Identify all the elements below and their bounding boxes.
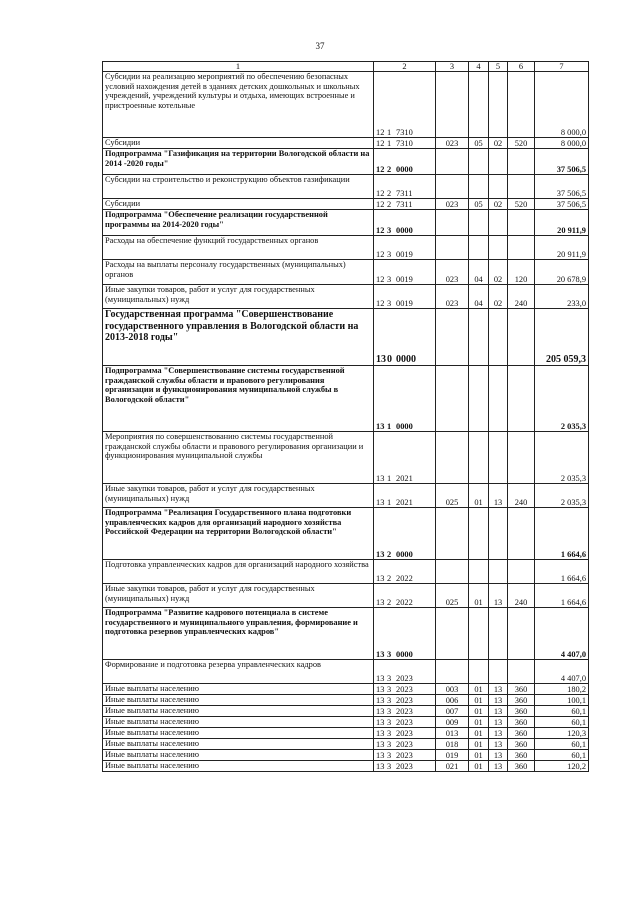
- row-vr: 013: [436, 728, 469, 739]
- code-direction: 2022: [396, 574, 413, 583]
- code-direction: 0019: [396, 275, 413, 284]
- code-program: 13: [376, 685, 385, 694]
- code-program: 13: [376, 474, 385, 483]
- row-vr: [436, 608, 469, 660]
- row-name: Подпрограмма "Газификация на территории Вологодской области на 2014 -2020 годы": [103, 149, 374, 175]
- row-target-code: [374, 608, 436, 660]
- row-rz: [469, 175, 489, 199]
- code-subprogram: 3: [387, 751, 392, 760]
- row-rz: 01: [469, 706, 489, 717]
- row-rz: 01: [469, 717, 489, 728]
- row-vr: [436, 149, 469, 175]
- code-direction: 0000: [396, 550, 413, 559]
- row-name: Иные выплаты населению: [103, 684, 374, 695]
- row-target-code: [374, 285, 436, 309]
- row-pr: [489, 660, 508, 684]
- code-direction: 0019: [396, 299, 413, 308]
- row-name: Иные выплаты населению: [103, 695, 374, 706]
- row-rz: [469, 608, 489, 660]
- row-vr: 023: [436, 138, 469, 149]
- row-vr: [436, 660, 469, 684]
- row-vr: [436, 560, 469, 584]
- code-program: 12: [376, 165, 385, 174]
- row-kvr: [508, 432, 535, 484]
- code-direction: 0000: [396, 422, 413, 431]
- table-row: [103, 728, 589, 739]
- table-row: [103, 309, 589, 366]
- row-target-code: [374, 560, 436, 584]
- table-row: [103, 149, 589, 175]
- code-subprogram: 1: [387, 139, 392, 148]
- code-subprogram: 1: [387, 498, 392, 507]
- row-pr: 13: [489, 484, 508, 508]
- row-amount: 60,1: [535, 739, 589, 750]
- row-vr: 025: [436, 484, 469, 508]
- row-vr: 023: [436, 260, 469, 285]
- row-vr: 007: [436, 706, 469, 717]
- row-target-code: [374, 728, 436, 739]
- row-vr: [436, 432, 469, 484]
- code-subprogram: 2: [387, 550, 392, 559]
- row-vr: [436, 309, 469, 366]
- code-subprogram: 3: [387, 740, 392, 749]
- table-row: [103, 285, 589, 309]
- code-subprogram: 3: [387, 250, 392, 259]
- row-amount: 2 035,3: [535, 484, 589, 508]
- table-row: [103, 72, 589, 138]
- row-target-code: [374, 684, 436, 695]
- code-program: 13: [376, 674, 385, 683]
- row-kvr: [508, 309, 535, 366]
- code-program: 13: [376, 550, 385, 559]
- code-subprogram: 1: [387, 474, 392, 483]
- table-header-row: [103, 62, 589, 72]
- row-rz: 01: [469, 739, 489, 750]
- row-target-code: [374, 149, 436, 175]
- row-name: Иные выплаты населению: [103, 750, 374, 761]
- row-target-code: [374, 138, 436, 149]
- row-kvr: 240: [508, 484, 535, 508]
- row-name: Государственная программа "Совершенствование государственного управления в Вологодской области на 2013-2018 годы": [103, 309, 374, 366]
- row-pr: [489, 149, 508, 175]
- row-rz: [469, 508, 489, 560]
- row-vr: 009: [436, 717, 469, 728]
- row-amount: 20 911,9: [535, 236, 589, 260]
- code-direction: 7310: [396, 139, 413, 148]
- row-pr: [489, 508, 508, 560]
- row-amount: 180,2: [535, 684, 589, 695]
- row-target-code: [374, 584, 436, 608]
- row-amount: 60,1: [535, 750, 589, 761]
- code-direction: 2023: [396, 751, 413, 760]
- row-rz: 01: [469, 761, 489, 772]
- row-amount: 8 000,0: [535, 138, 589, 149]
- row-name: Подпрограмма "Совершенствование системы государственной гражданской службы области и правового регулирования организации и функционирования муниципальной службы в Вологодской области": [103, 366, 374, 432]
- row-vr: 006: [436, 695, 469, 706]
- row-name: Мероприятия по совершенствованию системы государственной гражданской службы области и правового регулирования организации и функционирования муниципальной службы: [103, 432, 374, 484]
- row-amount: 4 407,0: [535, 608, 589, 660]
- row-target-code: [374, 236, 436, 260]
- row-pr: 02: [489, 138, 508, 149]
- code-program: 12: [376, 139, 385, 148]
- table-row: [103, 366, 589, 432]
- row-rz: 04: [469, 260, 489, 285]
- code-direction: 0000: [396, 226, 413, 235]
- code-program: 13: [376, 718, 385, 727]
- row-target-code: [374, 706, 436, 717]
- row-vr: [436, 72, 469, 138]
- row-kvr: [508, 560, 535, 584]
- row-rz: 05: [469, 138, 489, 149]
- row-pr: 13: [489, 717, 508, 728]
- row-amount: 2 035,3: [535, 432, 589, 484]
- row-vr: [436, 210, 469, 236]
- row-amount: 8 000,0: [535, 72, 589, 138]
- code-direction: 0000: [396, 165, 413, 174]
- row-vr: 019: [436, 750, 469, 761]
- row-pr: [489, 366, 508, 432]
- code-subprogram: 1: [387, 422, 392, 431]
- row-rz: 01: [469, 584, 489, 608]
- code-program: 12: [376, 275, 385, 284]
- row-name: Расходы на выплаты персоналу государственных (муниципальных) органов: [103, 260, 374, 285]
- row-vr: 023: [436, 199, 469, 210]
- row-rz: [469, 236, 489, 260]
- code-program: 12: [376, 128, 385, 137]
- row-amount: 100,1: [535, 695, 589, 706]
- table-row: [103, 660, 589, 684]
- row-vr: 025: [436, 584, 469, 608]
- row-amount: 1 664,6: [535, 584, 589, 608]
- code-program: 12: [376, 299, 385, 308]
- row-amount: 37 506,5: [535, 175, 589, 199]
- row-kvr: [508, 366, 535, 432]
- row-kvr: 520: [508, 199, 535, 210]
- code-direction: 2023: [396, 729, 413, 738]
- table-row: [103, 684, 589, 695]
- code-program: 13: [376, 751, 385, 760]
- code-program: 13: [376, 707, 385, 716]
- row-kvr: 360: [508, 750, 535, 761]
- row-amount: 37 506,5: [535, 149, 589, 175]
- row-amount: 20 678,9: [535, 260, 589, 285]
- header-cell: 7: [535, 62, 589, 72]
- code-program: 13: [376, 696, 385, 705]
- row-amount: 233,0: [535, 285, 589, 309]
- code-direction: 0000: [396, 650, 413, 659]
- row-rz: [469, 149, 489, 175]
- code-program: 13: [376, 574, 385, 583]
- row-pr: 02: [489, 285, 508, 309]
- row-target-code: [374, 484, 436, 508]
- row-rz: [469, 560, 489, 584]
- row-target-code: [374, 739, 436, 750]
- row-target-code: [374, 750, 436, 761]
- row-name: Субсидии на строительство и реконструкцию объектов газификации: [103, 175, 374, 199]
- row-name: Подпрограмма "Реализация Государственного плана подготовки управленческих кадров для организаций народного хозяйства Российской Федерации на территории Вологодской области": [103, 508, 374, 560]
- code-program: 13: [376, 729, 385, 738]
- row-target-code: [374, 432, 436, 484]
- row-amount: 60,1: [535, 717, 589, 728]
- row-amount: 1 664,6: [535, 508, 589, 560]
- code-subprogram: 2: [387, 574, 392, 583]
- code-program: 13: [376, 498, 385, 507]
- row-rz: 01: [469, 484, 489, 508]
- header-cell: 6: [508, 62, 535, 72]
- code-program: 13: [376, 650, 385, 659]
- row-rz: 04: [469, 285, 489, 309]
- code-direction: 7310: [396, 128, 413, 137]
- code-subprogram: 3: [387, 762, 392, 771]
- code-direction: 0000: [396, 354, 416, 366]
- code-direction: 0019: [396, 250, 413, 259]
- row-pr: [489, 432, 508, 484]
- code-direction: 2021: [396, 474, 413, 483]
- code-subprogram: 2: [387, 189, 392, 198]
- row-amount: 20 911,9: [535, 210, 589, 236]
- code-direction: 2023: [396, 696, 413, 705]
- row-pr: 13: [489, 739, 508, 750]
- row-amount: 120,2: [535, 761, 589, 772]
- code-subprogram: 3: [387, 685, 392, 694]
- row-target-code: [374, 309, 436, 366]
- row-pr: 13: [489, 684, 508, 695]
- row-rz: [469, 366, 489, 432]
- row-vr: 021: [436, 761, 469, 772]
- row-rz: [469, 309, 489, 366]
- row-kvr: 120: [508, 260, 535, 285]
- code-subprogram: 3: [387, 226, 392, 235]
- code-subprogram: 0: [387, 354, 392, 366]
- code-direction: 2021: [396, 498, 413, 507]
- row-target-code: [374, 199, 436, 210]
- row-name: Иные выплаты населению: [103, 706, 374, 717]
- row-kvr: 360: [508, 728, 535, 739]
- code-subprogram: 3: [387, 299, 392, 308]
- row-pr: 02: [489, 260, 508, 285]
- code-program: 12: [376, 226, 385, 235]
- code-direction: 2023: [396, 718, 413, 727]
- row-pr: 13: [489, 706, 508, 717]
- row-rz: [469, 432, 489, 484]
- row-amount: 4 407,0: [535, 660, 589, 684]
- row-pr: 02: [489, 199, 508, 210]
- row-amount: 120,3: [535, 728, 589, 739]
- row-rz: 01: [469, 695, 489, 706]
- row-rz: [469, 660, 489, 684]
- row-name: Иные закупки товаров, работ и услуг для государственных (муниципальных) нужд: [103, 484, 374, 508]
- row-name: Иные закупки товаров, работ и услуг для государственных (муниципальных) нужд: [103, 584, 374, 608]
- row-kvr: [508, 508, 535, 560]
- row-kvr: [508, 660, 535, 684]
- row-pr: 13: [489, 584, 508, 608]
- row-target-code: [374, 695, 436, 706]
- code-subprogram: 2: [387, 200, 392, 209]
- table-row: [103, 761, 589, 772]
- row-rz: 01: [469, 684, 489, 695]
- row-pr: [489, 608, 508, 660]
- table-row: [103, 717, 589, 728]
- row-rz: 01: [469, 750, 489, 761]
- code-subprogram: 3: [387, 650, 392, 659]
- row-rz: [469, 210, 489, 236]
- table-row: [103, 560, 589, 584]
- code-subprogram: 2: [387, 598, 392, 607]
- code-program: 13: [376, 762, 385, 771]
- row-kvr: [508, 175, 535, 199]
- row-rz: 05: [469, 199, 489, 210]
- row-kvr: 360: [508, 684, 535, 695]
- code-subprogram: 3: [387, 718, 392, 727]
- table-row: [103, 695, 589, 706]
- row-vr: [436, 508, 469, 560]
- row-vr: 018: [436, 739, 469, 750]
- row-pr: [489, 309, 508, 366]
- row-kvr: [508, 236, 535, 260]
- code-subprogram: 2: [387, 165, 392, 174]
- table-row: [103, 236, 589, 260]
- row-name: Подпрограмма "Обеспечение реализации государственной программы на 2014-2020 годы": [103, 210, 374, 236]
- row-pr: 13: [489, 750, 508, 761]
- table-row: [103, 432, 589, 484]
- row-name: Формирование и подготовка резерва управленческих кадров: [103, 660, 374, 684]
- table-row: [103, 739, 589, 750]
- code-program: 12: [376, 189, 385, 198]
- row-kvr: 360: [508, 706, 535, 717]
- code-direction: 2022: [396, 598, 413, 607]
- row-name: Субсидии: [103, 199, 374, 210]
- row-kvr: [508, 608, 535, 660]
- row-kvr: 360: [508, 717, 535, 728]
- code-direction: 2023: [396, 740, 413, 749]
- row-pr: 13: [489, 761, 508, 772]
- row-pr: [489, 210, 508, 236]
- row-pr: 13: [489, 695, 508, 706]
- row-kvr: [508, 210, 535, 236]
- row-target-code: [374, 175, 436, 199]
- row-kvr: [508, 72, 535, 138]
- row-target-code: [374, 660, 436, 684]
- row-name: Иные закупки товаров, работ и услуг для государственных (муниципальных) нужд: [103, 285, 374, 309]
- row-pr: [489, 72, 508, 138]
- code-direction: 2023: [396, 707, 413, 716]
- row-kvr: 240: [508, 584, 535, 608]
- row-amount: 60,1: [535, 706, 589, 717]
- row-vr: 003: [436, 684, 469, 695]
- row-kvr: 520: [508, 138, 535, 149]
- code-direction: 2023: [396, 762, 413, 771]
- row-rz: 01: [469, 728, 489, 739]
- row-target-code: [374, 508, 436, 560]
- code-subprogram: 3: [387, 674, 392, 683]
- page-number: 37: [315, 41, 325, 51]
- row-name: Расходы на обеспечение функций государственных органов: [103, 236, 374, 260]
- table-row: [103, 508, 589, 560]
- budget-table: [102, 61, 589, 772]
- header-cell: 4: [469, 62, 489, 72]
- row-vr: [436, 236, 469, 260]
- code-subprogram: 3: [387, 275, 392, 284]
- table-row: [103, 138, 589, 149]
- row-kvr: 360: [508, 761, 535, 772]
- table-row: [103, 484, 589, 508]
- row-amount: 205 059,3: [535, 309, 589, 366]
- code-direction: 7311: [396, 189, 413, 198]
- row-target-code: [374, 761, 436, 772]
- table-row: [103, 750, 589, 761]
- row-rz: [469, 72, 489, 138]
- code-program: 13: [376, 740, 385, 749]
- table-row: [103, 175, 589, 199]
- table-row: [103, 260, 589, 285]
- row-pr: [489, 236, 508, 260]
- row-name: Иные выплаты населению: [103, 761, 374, 772]
- code-program: 13: [376, 354, 386, 366]
- row-name: Иные выплаты населению: [103, 728, 374, 739]
- header-cell: 5: [489, 62, 508, 72]
- table-row: [103, 199, 589, 210]
- row-target-code: [374, 366, 436, 432]
- row-pr: [489, 560, 508, 584]
- row-target-code: [374, 717, 436, 728]
- code-program: 12: [376, 250, 385, 259]
- code-direction: 2023: [396, 685, 413, 694]
- row-name: Иные выплаты населению: [103, 717, 374, 728]
- row-amount: 37 506,5: [535, 199, 589, 210]
- row-kvr: [508, 149, 535, 175]
- code-program: 12: [376, 200, 385, 209]
- row-name: Подготовка управленческих кадров для организаций народного хозяйства: [103, 560, 374, 584]
- code-direction: 7311: [396, 200, 413, 209]
- row-name: Субсидии: [103, 138, 374, 149]
- row-name: Иные выплаты населению: [103, 739, 374, 750]
- row-amount: 2 035,3: [535, 366, 589, 432]
- header-cell: 1: [103, 62, 374, 72]
- row-target-code: [374, 260, 436, 285]
- table-row: [103, 210, 589, 236]
- header-cell: 2: [374, 62, 436, 72]
- row-vr: 023: [436, 285, 469, 309]
- row-pr: [489, 175, 508, 199]
- row-target-code: [374, 210, 436, 236]
- row-kvr: 360: [508, 695, 535, 706]
- code-direction: 2023: [396, 674, 413, 683]
- row-target-code: [374, 72, 436, 138]
- code-program: 13: [376, 598, 385, 607]
- code-subprogram: 3: [387, 707, 392, 716]
- code-subprogram: 3: [387, 696, 392, 705]
- row-name: Подпрограмма "Развитие кадрового потенциала в системе государственного и муниципального управления, формирование и подготовка резервов управленческих кадров": [103, 608, 374, 660]
- code-subprogram: 3: [387, 729, 392, 738]
- code-subprogram: 1: [387, 128, 392, 137]
- row-kvr: 240: [508, 285, 535, 309]
- row-vr: [436, 366, 469, 432]
- table-row: [103, 706, 589, 717]
- row-amount: 1 664,6: [535, 560, 589, 584]
- row-name: Субсидии на реализацию мероприятий по обеспечению безопасных условий нахождения детей в зданиях детских дошкольных и школьных учреждений, учреждений культуры и отдыха, имеющих встроенные и пристроенные котельные: [103, 72, 374, 138]
- code-program: 13: [376, 422, 385, 431]
- table-row: [103, 584, 589, 608]
- row-kvr: 360: [508, 739, 535, 750]
- header-cell: 3: [436, 62, 469, 72]
- row-vr: [436, 175, 469, 199]
- row-pr: 13: [489, 728, 508, 739]
- table-row: [103, 608, 589, 660]
